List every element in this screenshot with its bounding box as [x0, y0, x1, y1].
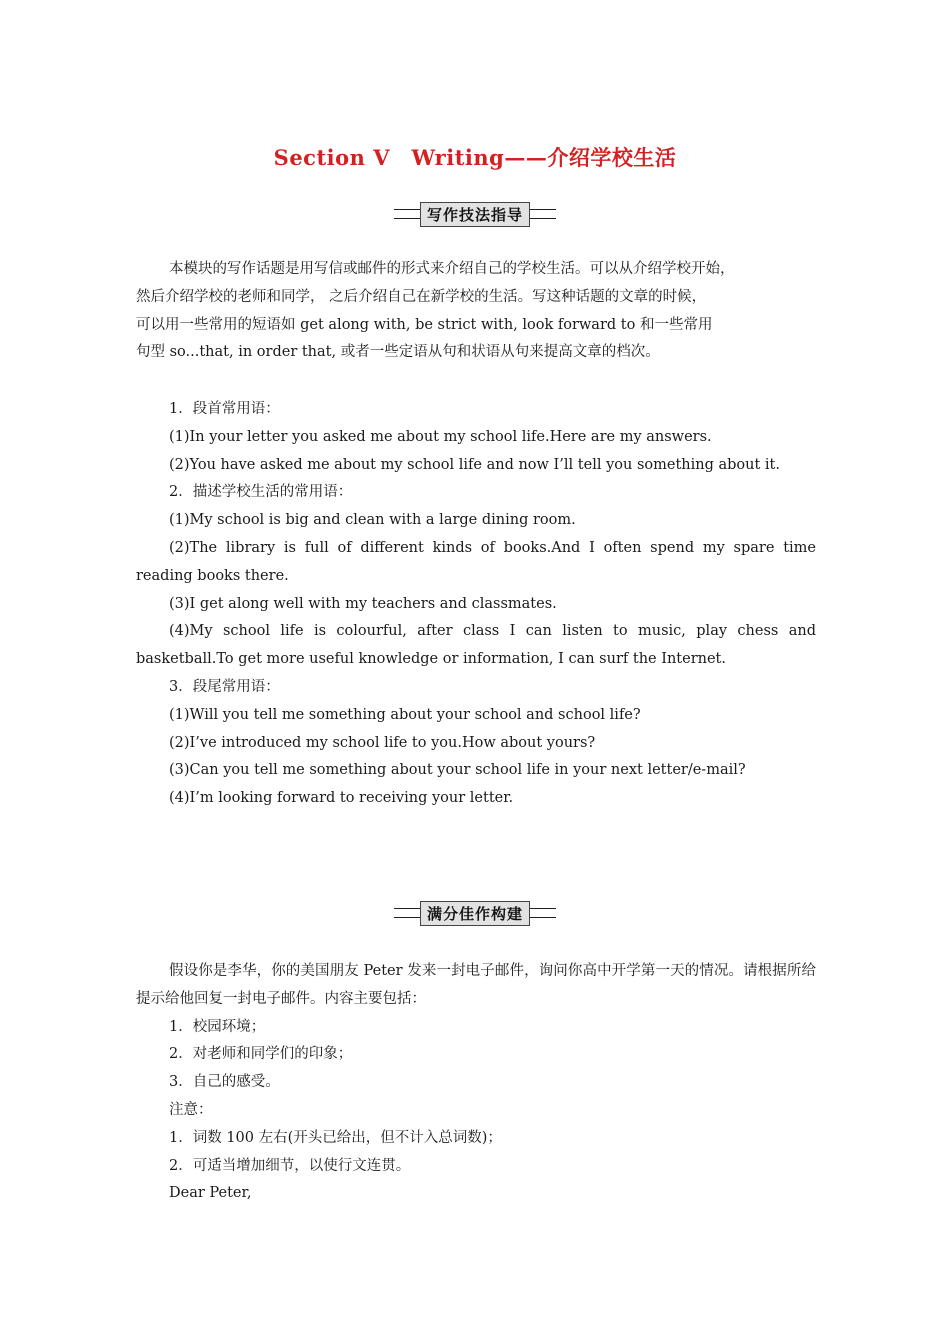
task-note: 2．可适当增加细节，以使行文连贯。: [169, 1157, 411, 1174]
intro-line: 然后介绍学校的老师和同学， 之后介绍自己在新学校的生活。写这种话题的文章的时候，: [136, 288, 707, 305]
phrases-list: [136, 396, 816, 813]
banner-rule-left: [394, 209, 420, 219]
phrase-item: (1)Will you tell me something about your school and school life?: [169, 706, 641, 723]
intro-line: 可以用一些常用的短语如 get along with, be strict with, look forward to 和一些常用: [136, 316, 713, 333]
phrase-item: (2)The library is full of different kinds of books.And I often spend my spare time reading books there.: [136, 539, 816, 584]
salutation: Dear Peter,: [169, 1185, 252, 1202]
banner-label: 写作技法指导: [420, 202, 530, 227]
banner-rule-right: [530, 908, 556, 918]
task-note-label: 注意：: [169, 1101, 213, 1118]
section-banner-guide: [0, 201, 950, 227]
task-note: 1．词数 100 左右(开头已给出，但不计入总词数)；: [169, 1129, 502, 1146]
intro-line: 句型 so...that, in order that, 或者一些定语从句和状语从句来提高文章的档次。: [136, 344, 660, 361]
task-point: 2．对老师和同学们的印象；: [169, 1046, 353, 1063]
phrase-item: (4)I’m looking forward to receiving your letter.: [169, 790, 514, 807]
section-banner-model: [0, 900, 950, 926]
task-point: 3．自己的感受。: [169, 1074, 280, 1091]
section-heading: 1．段首常用语：: [169, 401, 280, 417]
page-title: Section Ⅴ Writing——介绍学校生活: [273, 145, 677, 170]
banner-rule-right: [530, 209, 556, 219]
section-heading: 3．段尾常用语：: [169, 678, 280, 695]
phrase-item: (1)In your letter you asked me about my school life.Here are my answers.: [169, 428, 712, 445]
phrase-item: (2)You have asked me about my school life and now I’ll tell you something about it.: [169, 456, 780, 473]
banner-label: 满分佳作构建: [420, 901, 530, 926]
writing-task: [136, 958, 816, 1208]
intro-paragraph: [136, 256, 816, 367]
task-point: 1．校园环境；: [169, 1018, 266, 1035]
intro-line: 本模块的写作话题是用写信或邮件的形式来介绍自己的学校生活。可以从介绍学校开始，: [169, 261, 735, 277]
phrase-item: (3)Can you tell me something about your school life in your next letter/e-mail?: [169, 762, 746, 779]
banner-rule-left: [394, 908, 420, 918]
phrase-item: (4)My school life is colourful, after class I can listen to music, play chess and basketball.To get more useful knowledge or information, I can surf the Internet.: [136, 623, 816, 668]
phrase-item: (3)I get along well with my teachers and classmates.: [169, 595, 557, 612]
phrase-item: (1)My school is big and clean with a large dining room.: [169, 512, 576, 529]
section-heading: 2．描述学校生活的常用语：: [169, 484, 353, 501]
task-prompt: 假设你是李华，你的美国朋友 Peter 发来一封电子邮件，询问你高中开学第一天的情况。请根据所给提示给他回复一封电子邮件。内容主要包括：: [136, 963, 816, 1007]
phrase-item: (2)I’ve introduced my school life to you.How about yours?: [169, 734, 596, 751]
